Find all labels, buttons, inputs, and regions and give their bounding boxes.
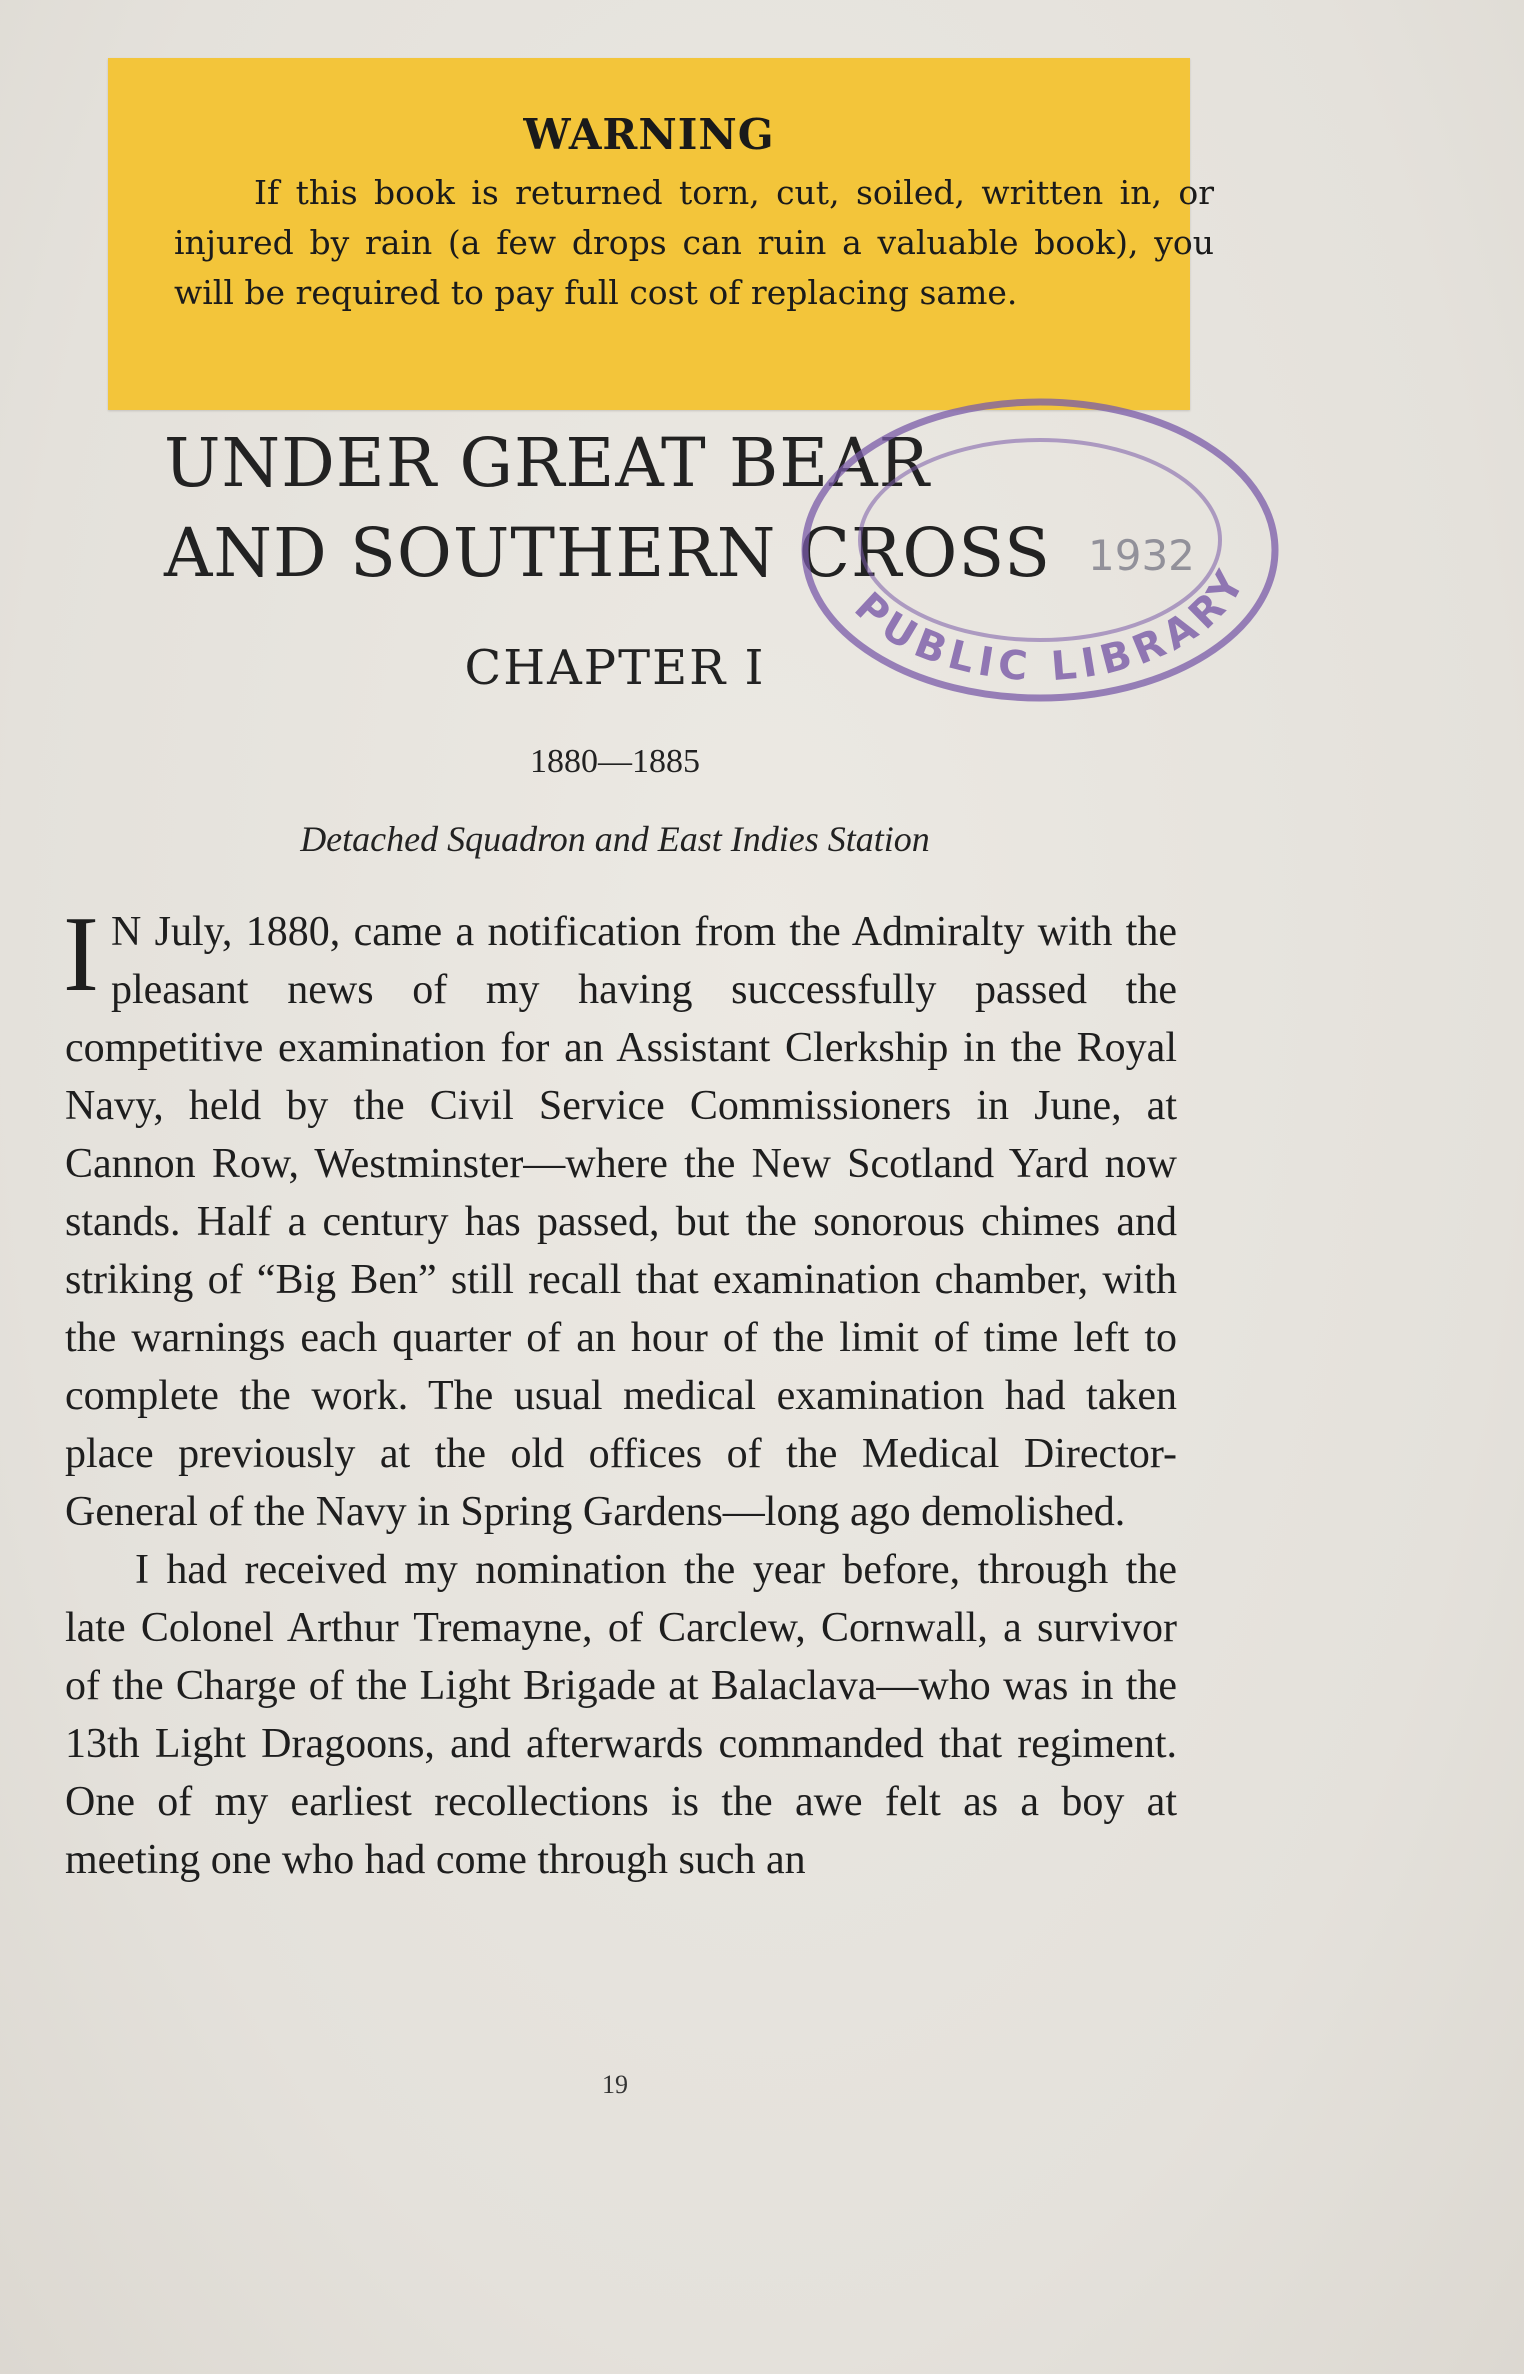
- chapter-years: 1880—1885: [530, 743, 700, 780]
- body-text: [63, 895, 1177, 1889]
- warning-text: If this book is returned torn, cut, soiled, written in, or injured by rain (a few drops can ruin a valuable book), you will be required to pay full cost of replacing same.: [174, 173, 1214, 312]
- book-title-line-2: AND SOUTHERN CROSS: [164, 514, 1051, 592]
- stamp-year: 1932: [1088, 531, 1195, 580]
- drop-cap: I: [63, 895, 99, 1014]
- paragraph-2: I had received my nomination the year before, through the late Colonel Arthur Tremayne, of Carclew, Cornwall, a survivor of the Charge of the Light Brigade at Balaclava—who was in the 13th Light Dragoons, and afterwards commanded that regiment. One of my earliest recollections is the awe felt as a boy at meeting one who had come through such an: [65, 1547, 1177, 1883]
- page-number: 19: [602, 2070, 628, 2099]
- stamp-arc-textpath: PUBLIC LIBRARY: [845, 558, 1257, 691]
- warning-slip: [108, 58, 1214, 410]
- chapter-subtitle: Detached Squadron and East Indies Station: [300, 819, 930, 859]
- paragraph-1: [63, 895, 1177, 1541]
- book-title-line-1: UNDER GREAT BEAR: [164, 424, 931, 502]
- chapter-heading: CHAPTER I: [464, 640, 766, 696]
- warning-title: WARNING: [523, 110, 775, 159]
- paragraph-1-text: N July, 1880, came a notification from the Admiralty with the pleasant news of my having successfully passed the competitive examination for an Assistant Clerkship in the Royal Navy, held by the Civil Service Commissioners in June, at Cannon Row, Westminster—where the New Scotland Yard now stands. Half a century has passed, but the sonorous chimes and striking of “Big Ben” still recall that examination chamber, with the warnings each quarter of an hour of the limit of time left to complete the work. The usual medical examination had taken place previously at the old offices of the Medical Director-General of the Navy in Spring Gardens—long ago demolished.: [65, 909, 1177, 1535]
